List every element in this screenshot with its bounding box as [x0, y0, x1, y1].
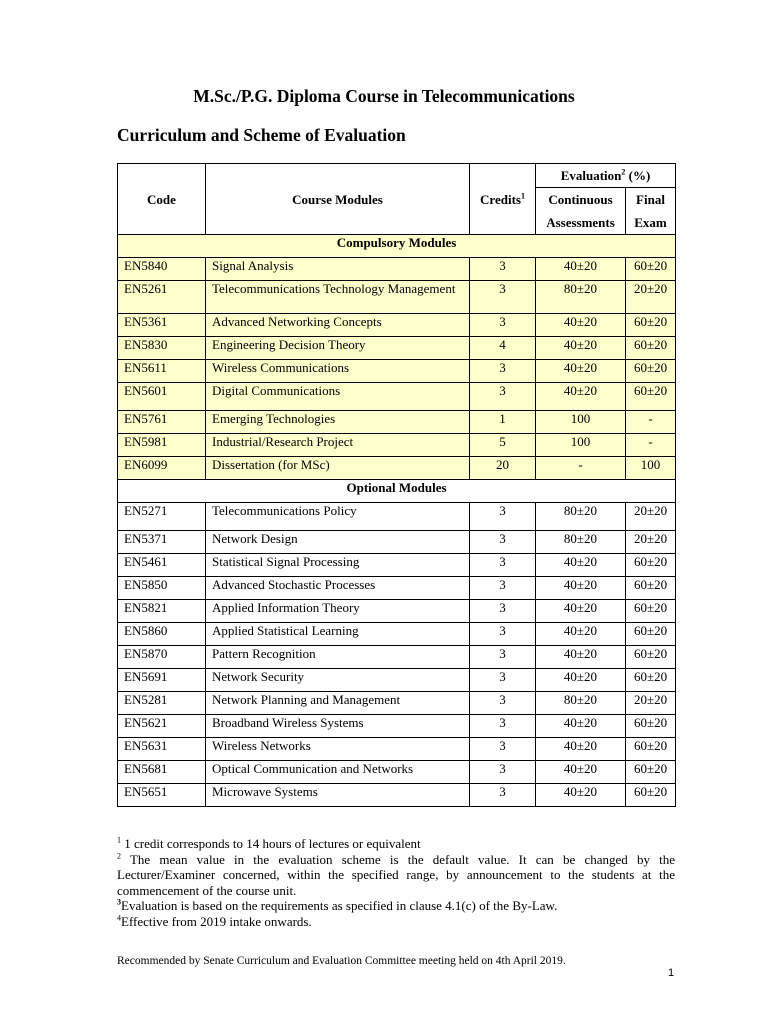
table-row — [118, 457, 676, 480]
continuous-assessment-value: 100 — [536, 434, 626, 457]
continuous-assessment-value: 80±20 — [536, 281, 626, 314]
table-row — [118, 761, 676, 784]
footer-note: Recommended by Senate Curriculum and Evaluation Committee meeting held on 4th April 2019. — [117, 955, 566, 967]
module-code: EN5271 — [118, 503, 206, 531]
continuous-assessment-value: 40±20 — [536, 738, 626, 761]
section-title-optional: Optional Modules — [118, 480, 676, 503]
continuous-assessment-value: 80±20 — [536, 692, 626, 715]
section-compulsory — [118, 235, 676, 258]
header-course-modules: Course Modules — [206, 164, 470, 235]
module-name: Digital Communications — [206, 383, 470, 411]
module-credits: 3 — [470, 600, 536, 623]
continuous-assessment-value: 40±20 — [536, 669, 626, 692]
module-code: EN5461 — [118, 554, 206, 577]
continuous-assessment-value: 40±20 — [536, 360, 626, 383]
module-code: EN6099 — [118, 457, 206, 480]
module-code: EN5261 — [118, 281, 206, 314]
final-exam-value: 60±20 — [626, 784, 676, 807]
continuous-assessment-value: - — [536, 457, 626, 480]
final-exam-value: 20±20 — [626, 503, 676, 531]
final-exam-value: 60±20 — [626, 669, 676, 692]
final-exam-value: 60±20 — [626, 623, 676, 646]
module-code: EN5860 — [118, 623, 206, 646]
page-number: 1 — [668, 967, 675, 979]
module-code: EN5681 — [118, 761, 206, 784]
module-credits: 1 — [470, 411, 536, 434]
table-row — [118, 383, 676, 411]
document-title: M.Sc./P.G. Diploma Course in Telecommunications — [193, 86, 575, 106]
module-credits: 3 — [470, 360, 536, 383]
module-credits: 3 — [470, 715, 536, 738]
module-credits: 3 — [470, 258, 536, 281]
module-code: EN5840 — [118, 258, 206, 281]
header-code: Code — [118, 164, 206, 235]
module-credits: 3 — [470, 738, 536, 761]
module-credits: 3 — [470, 383, 536, 411]
module-credits: 3 — [470, 784, 536, 807]
header-final-exam: Final Exam — [626, 188, 676, 235]
module-name: Network Design — [206, 531, 470, 554]
table-row — [118, 784, 676, 807]
module-name: Emerging Technologies — [206, 411, 470, 434]
module-name: Optical Communication and Networks — [206, 761, 470, 784]
module-code: EN5631 — [118, 738, 206, 761]
footnote-4: $^4$Effective from 2019 intake onwards. — [117, 913, 312, 929]
module-name: Advanced Networking Concepts — [206, 314, 470, 337]
module-name: Telecommunications Technology Management — [206, 281, 470, 314]
module-name: Broadband Wireless Systems — [206, 715, 470, 738]
continuous-assessment-value: 40±20 — [536, 314, 626, 337]
module-credits: 5 — [470, 434, 536, 457]
module-name: Network Planning and Management — [206, 692, 470, 715]
module-name: Network Security — [206, 669, 470, 692]
table-row — [118, 434, 676, 457]
module-credits: 3 — [470, 314, 536, 337]
final-exam-value: 60±20 — [626, 258, 676, 281]
final-exam-value: 60±20 — [626, 360, 676, 383]
module-name: Microwave Systems — [206, 784, 470, 807]
module-credits: 3 — [470, 531, 536, 554]
module-code: EN5850 — [118, 577, 206, 600]
module-code: EN5821 — [118, 600, 206, 623]
table-row — [118, 531, 676, 554]
module-name: Wireless Communications — [206, 360, 470, 383]
header-evaluation: Evaluation$^2$ (%) — [536, 164, 676, 188]
table-row — [118, 314, 676, 337]
continuous-assessment-value: 40±20 — [536, 577, 626, 600]
table-row — [118, 646, 676, 669]
continuous-assessment-value: 40±20 — [536, 761, 626, 784]
final-exam-value: 20±20 — [626, 531, 676, 554]
footnote-2: $^2$ The mean value in the evaluation scheme is the default value. It can be changed by the Lecturer/Examiner concerned, within the specified range, by announcement to the students at the commencement of the course unit. — [117, 851, 676, 898]
continuous-assessment-value: 40±20 — [536, 784, 626, 807]
continuous-assessment-value: 40±20 — [536, 715, 626, 738]
section-title-compulsory: Compulsory Modules — [118, 235, 676, 258]
table-row — [118, 411, 676, 434]
header-continuous-assessments: Continuous Assessments — [536, 188, 626, 235]
module-name: Advanced Stochastic Processes — [206, 577, 470, 600]
continuous-assessment-value: 40±20 — [536, 623, 626, 646]
module-name: Pattern Recognition — [206, 646, 470, 669]
curriculum-table — [117, 163, 676, 807]
table-row — [118, 738, 676, 761]
table-row — [118, 715, 676, 738]
module-name: Wireless Networks — [206, 738, 470, 761]
continuous-assessment-value: 80±20 — [536, 503, 626, 531]
final-exam-value: 100 — [626, 457, 676, 480]
document-subtitle: Curriculum and Scheme of Evaluation — [117, 125, 406, 145]
final-exam-value: 20±20 — [626, 281, 676, 314]
final-exam-value: 60±20 — [626, 337, 676, 360]
module-code: EN5281 — [118, 692, 206, 715]
header-credits: Credits$^1$ — [470, 164, 536, 235]
module-credits: 3 — [470, 669, 536, 692]
final-exam-value: 60±20 — [626, 577, 676, 600]
table-row — [118, 554, 676, 577]
continuous-assessment-value: 40±20 — [536, 554, 626, 577]
module-code: EN5371 — [118, 531, 206, 554]
table-row — [118, 623, 676, 646]
module-code: EN5601 — [118, 383, 206, 411]
module-credits: 3 — [470, 692, 536, 715]
module-code: EN5361 — [118, 314, 206, 337]
module-name: Applied Statistical Learning — [206, 623, 470, 646]
module-name: Dissertation (for MSc) — [206, 457, 470, 480]
module-credits: 3 — [470, 281, 536, 314]
final-exam-value: 60±20 — [626, 600, 676, 623]
module-name: Signal Analysis — [206, 258, 470, 281]
module-code: EN5761 — [118, 411, 206, 434]
table-row — [118, 337, 676, 360]
module-name: Statistical Signal Processing — [206, 554, 470, 577]
table-row — [118, 669, 676, 692]
module-credits: 3 — [470, 646, 536, 669]
continuous-assessment-value: 40±20 — [536, 337, 626, 360]
table-row — [118, 360, 676, 383]
module-credits: 4 — [470, 337, 536, 360]
final-exam-value: 60±20 — [626, 646, 676, 669]
module-name: Engineering Decision Theory — [206, 337, 470, 360]
module-credits: 3 — [470, 761, 536, 784]
module-code: EN5621 — [118, 715, 206, 738]
table-row — [118, 577, 676, 600]
table-row — [118, 281, 676, 314]
module-code: EN5691 — [118, 669, 206, 692]
module-credits: 3 — [470, 503, 536, 531]
footnote-3: $^3$Evaluation is based on the requirements as specified in clause 4.1(c) of the By-Law. — [117, 897, 558, 913]
final-exam-value: 60±20 — [626, 554, 676, 577]
final-exam-value: 20±20 — [626, 692, 676, 715]
table-row — [118, 600, 676, 623]
final-exam-value: 60±20 — [626, 314, 676, 337]
module-credits: 20 — [470, 457, 536, 480]
table-row — [118, 503, 676, 531]
module-name: Applied Information Theory — [206, 600, 470, 623]
final-exam-value: 60±20 — [626, 738, 676, 761]
table-row — [118, 258, 676, 281]
footnote-1: $^1$ 1 credit corresponds to 14 hours of lectures or equivalent — [117, 835, 421, 851]
continuous-assessment-value: 100 — [536, 411, 626, 434]
module-code: EN5870 — [118, 646, 206, 669]
module-code: EN5651 — [118, 784, 206, 807]
module-name: Industrial/Research Project — [206, 434, 470, 457]
module-credits: 3 — [470, 577, 536, 600]
final-exam-value: - — [626, 411, 676, 434]
module-name: Telecommunications Policy — [206, 503, 470, 531]
section-optional — [118, 480, 676, 503]
module-credits: 3 — [470, 623, 536, 646]
continuous-assessment-value: 40±20 — [536, 600, 626, 623]
final-exam-value: - — [626, 434, 676, 457]
module-code: EN5981 — [118, 434, 206, 457]
continuous-assessment-value: 40±20 — [536, 383, 626, 411]
continuous-assessment-value: 40±20 — [536, 258, 626, 281]
module-code: EN5611 — [118, 360, 206, 383]
module-credits: 3 — [470, 554, 536, 577]
module-code: EN5830 — [118, 337, 206, 360]
continuous-assessment-value: 40±20 — [536, 646, 626, 669]
final-exam-value: 60±20 — [626, 383, 676, 411]
table-row — [118, 692, 676, 715]
header-row — [118, 164, 676, 188]
curriculum-table-body — [118, 164, 676, 807]
continuous-assessment-value: 80±20 — [536, 531, 626, 554]
final-exam-value: 60±20 — [626, 715, 676, 738]
final-exam-value: 60±20 — [626, 761, 676, 784]
footnotes — [117, 836, 675, 929]
